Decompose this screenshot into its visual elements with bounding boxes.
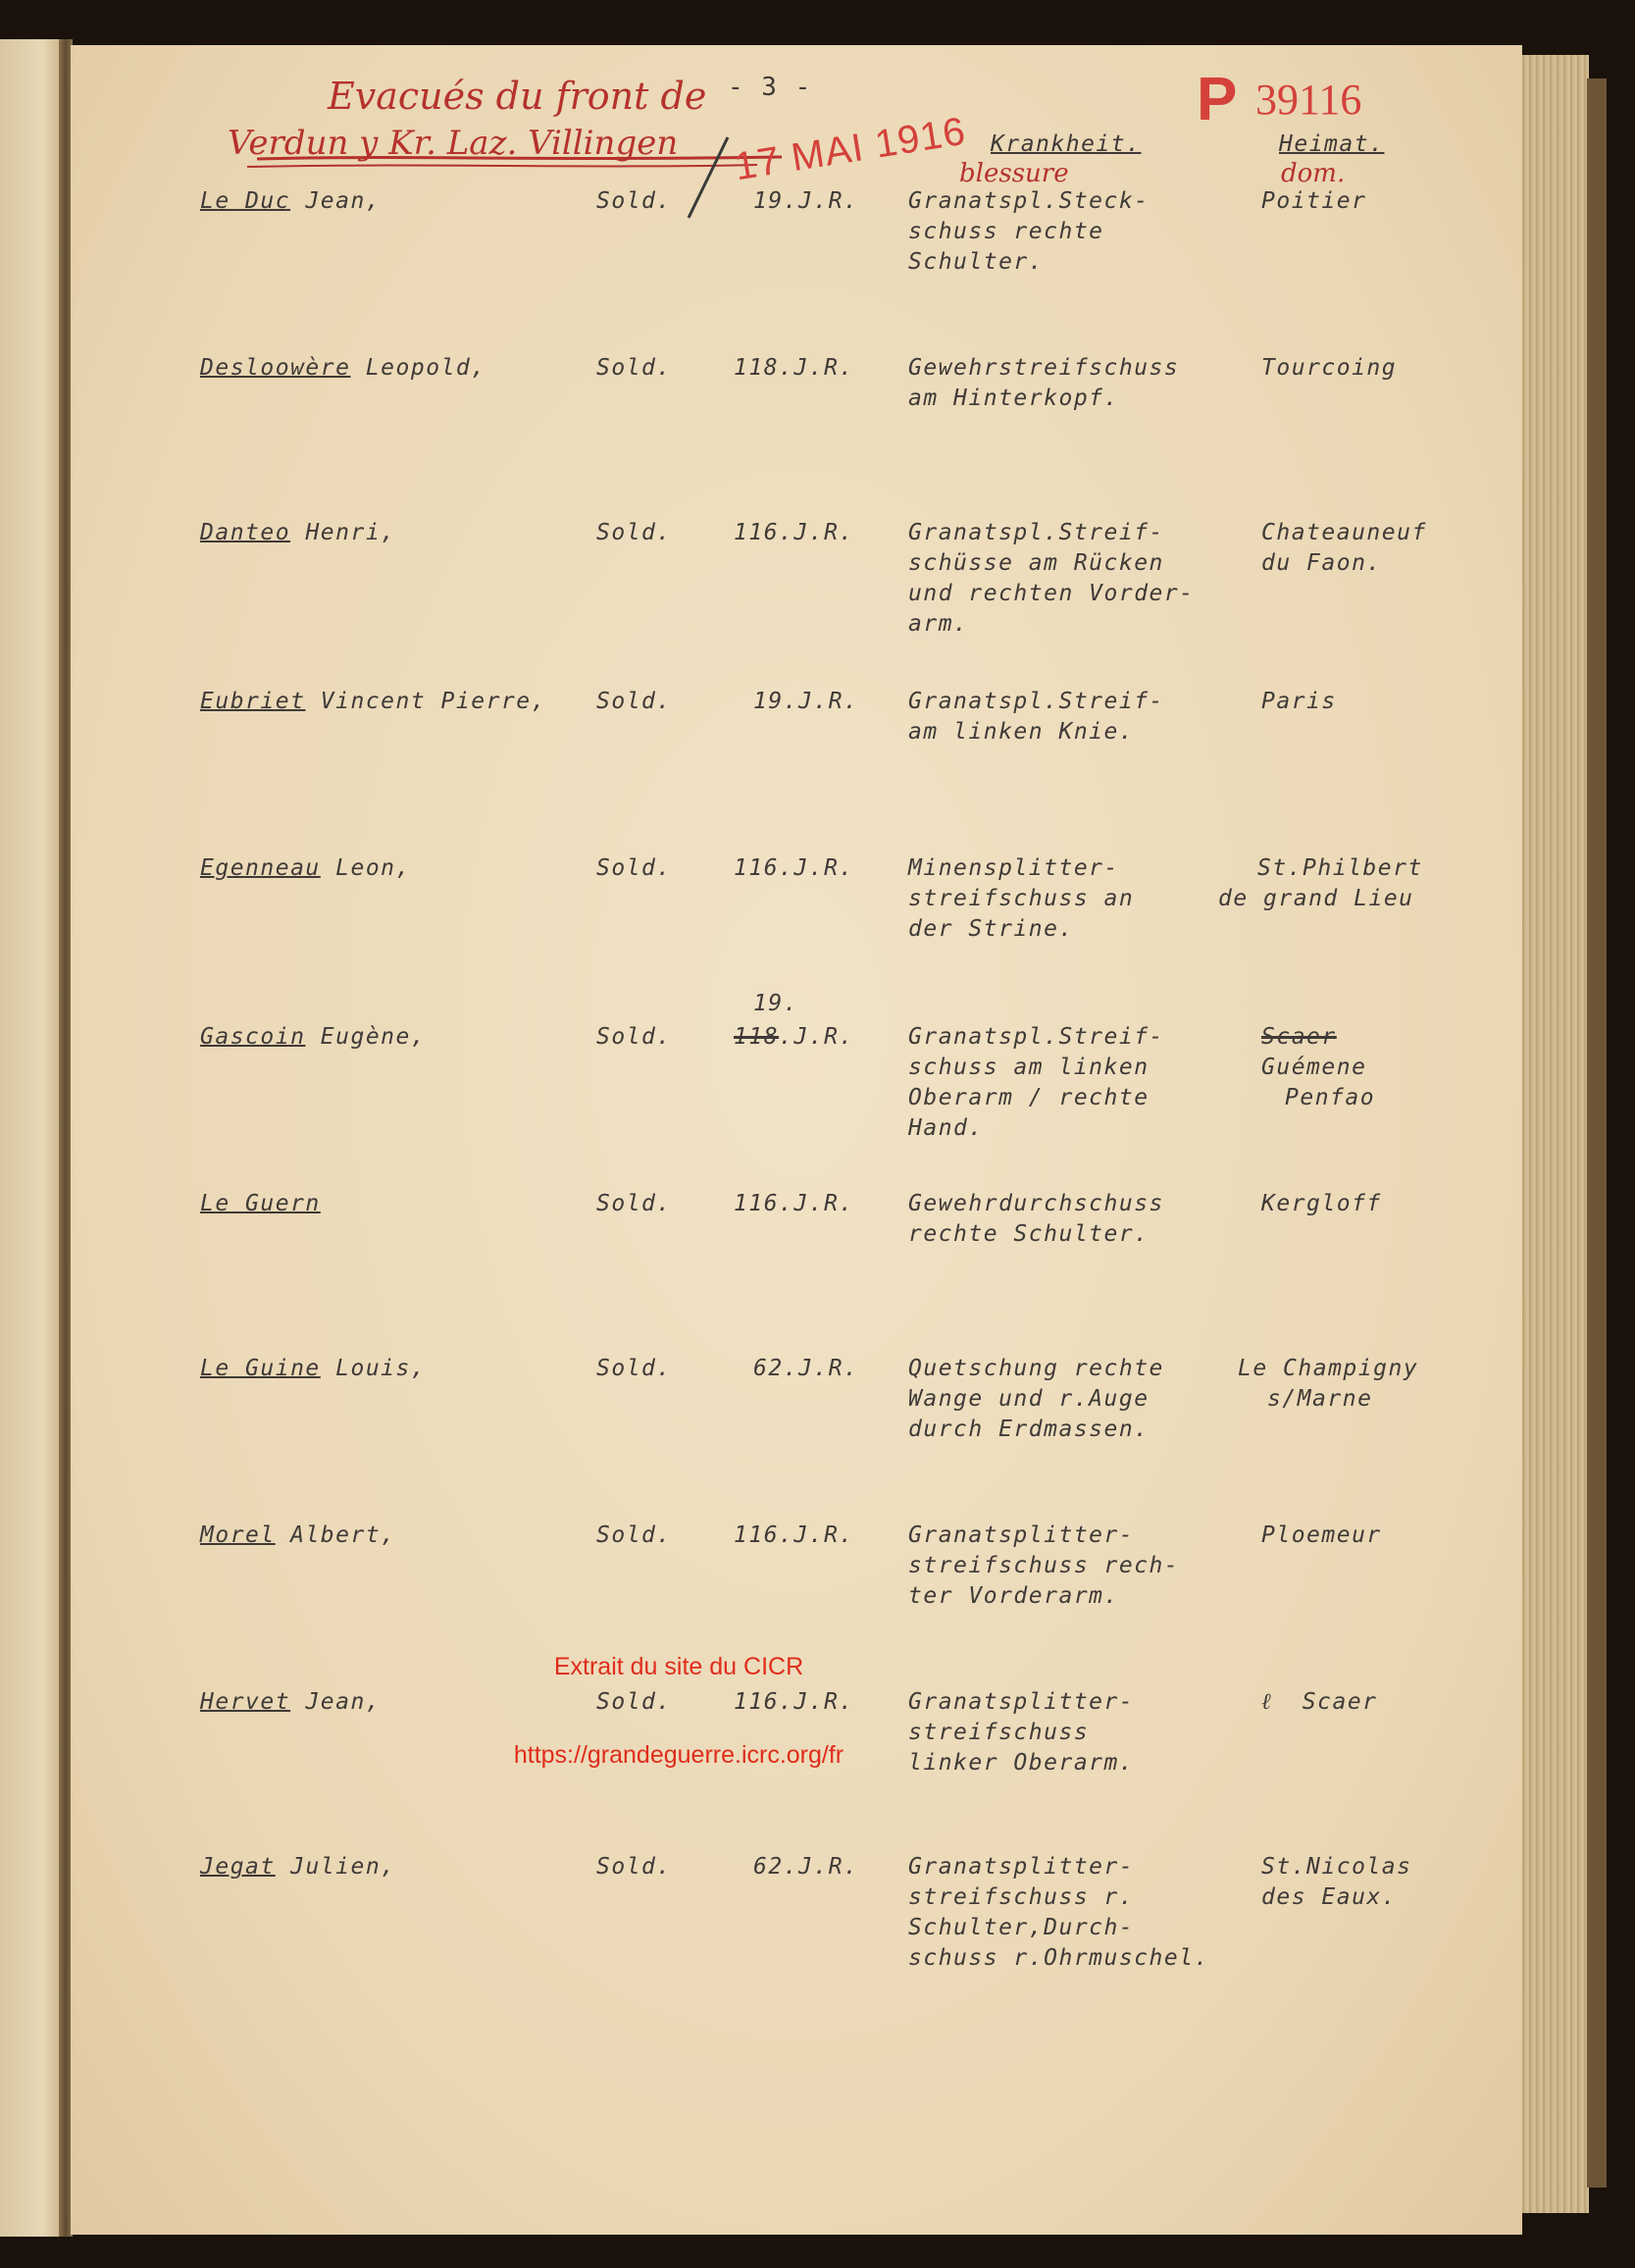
heimat [1261, 1852, 1411, 1913]
soldier-rank: Sold. [596, 188, 672, 214]
injury-line: Granatspl.Streif- [908, 1024, 1164, 1050]
regiment-suffix: .J.R. [779, 1024, 854, 1050]
soldier-surname: Le Duc [200, 188, 291, 214]
injury [908, 853, 1134, 945]
soldier-name [200, 1354, 426, 1384]
soldier-surname: Egenneau [200, 855, 321, 881]
heimat-line: Guémene [1261, 1055, 1367, 1080]
heimat [1261, 687, 1337, 717]
soldier-surname: Morel [200, 1522, 276, 1548]
heimat-line: du Faon. [1261, 550, 1382, 576]
injury [908, 186, 1150, 278]
heimat-line: St.Philbert [1257, 855, 1423, 881]
soldier-given-name: Leon, [320, 855, 411, 881]
page-stack-edges [1518, 55, 1589, 2213]
heimat-line: Penfao [1285, 1085, 1376, 1110]
soldier-surname: Le Guine [200, 1356, 321, 1381]
injury [908, 1189, 1164, 1250]
injury [908, 353, 1179, 414]
soldier-given-name: Jean, [290, 1689, 382, 1715]
injury [908, 1022, 1164, 1144]
heimat-line: de grand Lieu [1218, 886, 1414, 911]
book-spine-shadow [1587, 78, 1607, 2188]
heimat-line: Poitier [1261, 188, 1367, 214]
heimat [1261, 186, 1366, 217]
injury-line: am linken Knie. [908, 719, 1135, 745]
soldier-rank: Sold. [596, 1191, 672, 1216]
page-number: - 3 - [728, 73, 812, 102]
soldier-given-name: Louis, [320, 1356, 427, 1381]
heimat [1261, 518, 1427, 579]
left-page-edge [0, 39, 61, 2237]
header-krankheit: Krankheit. [991, 131, 1142, 157]
injury-line: und rechten Vorder- [908, 581, 1195, 606]
soldier-name [200, 353, 486, 384]
soldier-rank: Sold. [596, 520, 672, 545]
injury-line: am Hinterkopf. [908, 386, 1119, 411]
injury-line: Granatsplitter- [908, 1854, 1135, 1880]
soldier-given-name: Julien, [275, 1854, 396, 1880]
heimat [1218, 853, 1423, 914]
regiment-struck: 118 [734, 1024, 780, 1050]
soldier-surname: Desloowère [200, 355, 351, 381]
p-stamp-number: 39116 [1255, 76, 1362, 124]
date-stamp: 17 MAI 1916 [731, 109, 969, 189]
soldier-surname: Gascoin [200, 1024, 306, 1050]
injury-line: Schulter. [908, 249, 1045, 275]
heimat-mark: ℓ [1261, 1689, 1303, 1715]
heimat-line: Le Champigny [1238, 1356, 1419, 1381]
soldier-rank: Sold. [596, 1522, 672, 1548]
soldier-rank: Sold. [596, 855, 672, 881]
injury-line: rechte Schulter. [908, 1221, 1150, 1247]
injury [908, 687, 1164, 747]
soldier-name [200, 186, 381, 217]
soldier-given-name: Vincent Pierre, [305, 689, 546, 714]
regiment [734, 1022, 854, 1053]
soldier-name [200, 687, 546, 717]
heimat-line: des Eaux. [1261, 1884, 1398, 1910]
header-heimat: Heimat. [1279, 131, 1385, 157]
regiment: 116.J.R. [734, 520, 854, 545]
soldier-name [200, 1521, 396, 1551]
regiment: 62.J.R. [753, 1854, 859, 1880]
injury-line: Granatspl.Streif- [908, 520, 1164, 545]
soldier-given-name: Albert, [275, 1522, 396, 1548]
handwritten-verdun: Verdun y Kr. Laz. Villingen [228, 124, 679, 163]
injury-line: Quetschung rechte [908, 1356, 1164, 1381]
injury-line: streifschuss rech- [908, 1553, 1180, 1578]
injury-line: der Strine. [908, 916, 1074, 942]
soldier-rank: Sold. [596, 1854, 672, 1880]
injury-line: schuss r.Ohrmuschel. [908, 1945, 1209, 1971]
soldier-name [200, 1022, 426, 1053]
soldier-surname: Danteo [200, 520, 291, 545]
watermark-url: https://grandeguerre.icrc.org/fr [513, 1741, 844, 1769]
soldier-surname: Hervet [200, 1689, 291, 1715]
soldier-given-name: Jean, [290, 188, 382, 214]
soldier-given-name: Leopold, [350, 355, 486, 381]
heimat-line: Kergloff [1261, 1191, 1382, 1216]
handwritten-domicile: dom. [1281, 159, 1346, 188]
injury-line: durch Erdmassen. [908, 1417, 1150, 1442]
heimat [1238, 1354, 1418, 1415]
injury [908, 518, 1195, 640]
soldier-name [200, 853, 411, 884]
icrc-watermark [335, 1593, 1022, 1829]
injury [908, 1354, 1164, 1445]
heimat-line: St.Nicolas [1261, 1854, 1412, 1880]
injury-line: Hand. [908, 1115, 984, 1141]
heimat [1261, 1053, 1375, 1113]
injury-line: ter Vorderarm. [908, 1583, 1119, 1609]
regiment: 19.J.R. [753, 689, 859, 714]
heimat [1261, 1189, 1382, 1219]
regiment-correction: 19. [753, 991, 799, 1016]
regiment: 118.J.R. [734, 355, 854, 381]
injury-line: streifschuss an [908, 886, 1135, 911]
injury-line: Granatspl.Streif- [908, 689, 1164, 714]
soldier-given-name: Henri, [290, 520, 396, 545]
soldier-surname: Eubriet [200, 689, 306, 714]
soldier-surname: Jegat [200, 1854, 276, 1880]
soldier-given-name: Eugène, [305, 1024, 427, 1050]
injury-line: streifschuss r. [908, 1884, 1135, 1910]
heimat [1261, 353, 1397, 384]
heimat-struck: Scaer [1261, 1024, 1337, 1050]
regiment: 116.J.R. [734, 1522, 854, 1548]
injury-line: schuss rechte [908, 219, 1104, 244]
soldier-rank: Sold. [596, 355, 672, 381]
soldier-rank: Sold. [596, 1024, 672, 1050]
injury-line: schüsse am Rücken [908, 550, 1164, 576]
regiment: 116.J.R. [734, 855, 854, 881]
soldier-rank: Sold. [596, 689, 672, 714]
injury-line: linker Oberarm. [908, 1750, 1135, 1776]
injury-line: Granatsplitter- [908, 1522, 1135, 1548]
injury-line: schuss am linken [908, 1055, 1150, 1080]
heimat-line: Paris [1261, 689, 1337, 714]
heimat-line: Tourcoing [1261, 355, 1398, 381]
watermark-line1: Extrait du site du CICR [553, 1653, 804, 1680]
injury-line: Wange und r.Auge [908, 1386, 1150, 1412]
handwritten-slash [681, 133, 740, 222]
soldier-surname: Le Guern [200, 1191, 321, 1216]
soldier-name [200, 518, 396, 548]
soldier-name [200, 1852, 396, 1882]
regiment: 19.J.R. [753, 188, 859, 214]
injury-line: streifschuss [908, 1720, 1090, 1745]
regiment: 62.J.R. [753, 1356, 859, 1381]
injury-line: Granatsplitter- [908, 1689, 1135, 1715]
heimat [1261, 1521, 1382, 1551]
heimat-line: Chateauneuf [1261, 520, 1427, 545]
injury-line: Granatspl.Steck- [908, 188, 1150, 214]
injury [908, 1852, 1209, 1974]
soldier-name [200, 1189, 321, 1219]
register-page [71, 45, 1522, 2235]
heimat-line: Ploemeur [1261, 1522, 1382, 1548]
handwritten-evacues: Evacués du front de [328, 75, 707, 118]
injury-line: Gewehrstreifschuss [908, 355, 1180, 381]
injury-line: Minensplitter- [908, 855, 1119, 881]
soldier-rank: Sold. [596, 1689, 672, 1715]
soldier-rank: Sold. [596, 1356, 672, 1381]
injury-line: Gewehrdurchschuss [908, 1191, 1164, 1216]
heimat [1261, 1687, 1378, 1718]
injury-line: Oberarm / rechte [908, 1085, 1150, 1110]
regiment: 116.J.R. [734, 1689, 854, 1715]
heimat-line: s/Marne [1267, 1386, 1373, 1412]
p-stamp-letter: P [1197, 66, 1238, 133]
handwritten-blessure: blessure [959, 159, 1069, 188]
injury-line: Schulter,Durch- [908, 1915, 1135, 1940]
heimat-line: Scaer [1302, 1689, 1378, 1715]
regiment: 116.J.R. [734, 1191, 854, 1216]
injury-line: arm. [908, 611, 969, 637]
